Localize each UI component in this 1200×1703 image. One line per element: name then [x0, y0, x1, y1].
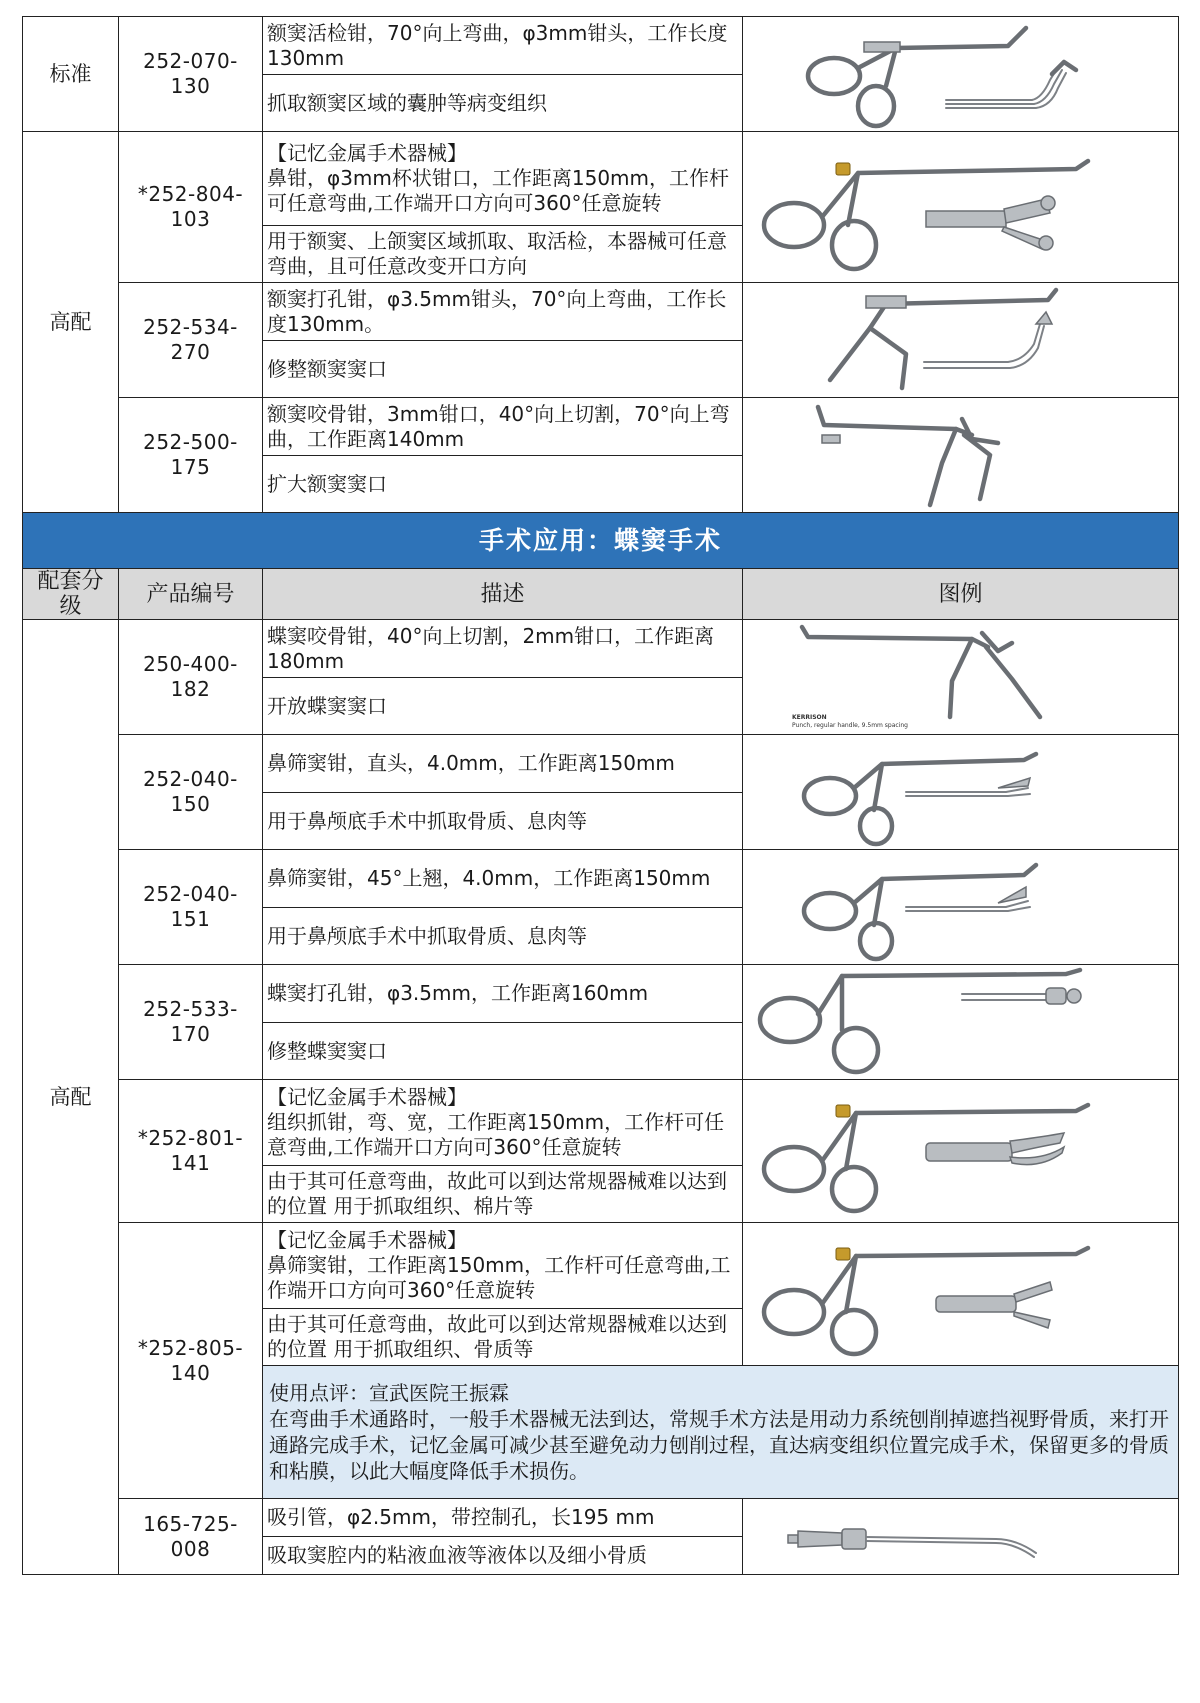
- kerrison-punch-icon: [746, 621, 1176, 733]
- table-row: [23, 1080, 1179, 1166]
- instrument-image: [743, 398, 1179, 513]
- product-code: *252-804-103: [119, 132, 263, 283]
- instrument-image: [743, 965, 1179, 1080]
- punch-forceps-icon: [746, 284, 1176, 396]
- instrument-image: [743, 1080, 1179, 1223]
- table-header: [23, 569, 1179, 620]
- instrument-image: [743, 132, 1179, 283]
- bone-rongeur-icon: [746, 399, 1176, 511]
- product-code: 165-725-008: [119, 1499, 263, 1575]
- product-use: 抓取额窦区域的囊肿等病变组织: [263, 75, 743, 132]
- section-title: 手术应用：蝶窦手术: [23, 513, 1179, 569]
- instrument-image: [743, 1499, 1179, 1575]
- product-code: *252-805-140: [119, 1223, 263, 1499]
- comment-body: 在弯曲手术通路时，一般手术器械无法到达，常规手术方法是用动力系统刨削掉遮挡视野骨质，来打开通路完成手术，记忆金属可减少甚至避免动力刨削过程，直达病变组织位置完成手术，保留更多的骨质和粘膜，以此大幅度降低手术损伤。: [269, 1407, 1169, 1483]
- tier-standard: 标准: [23, 17, 119, 132]
- header-code: 产品编号: [119, 569, 263, 620]
- memory-metal-forceps-icon: [746, 133, 1176, 281]
- image-caption-title: KERRISON: [791, 714, 827, 721]
- header-desc: 描述: [263, 569, 743, 620]
- table-row: [23, 1223, 1179, 1309]
- memory-metal-forceps-icon: [746, 1224, 1176, 1364]
- product-code: 252-040-151: [119, 850, 263, 965]
- table-row: [23, 1499, 1179, 1537]
- table-row: [23, 283, 1179, 341]
- product-use: 由于其可任意弯曲，故此可以到达常规器械难以达到的位置 用于抓取组织、棉片等: [263, 1166, 743, 1223]
- instrument-image: [743, 1223, 1179, 1366]
- product-name: 蝶窦咬骨钳，40°向上切割，2mm钳口，工作距离180mm: [263, 620, 743, 678]
- tier-high: 高配: [23, 620, 119, 1575]
- product-name: 鼻筛窦钳，45°上翘，4.0mm，工作距离150mm: [263, 850, 743, 908]
- usage-comment: [263, 1366, 1179, 1499]
- product-use: 吸取窦腔内的粘液血液等液体以及细小骨质: [263, 1537, 743, 1575]
- header-tier: 配套分级: [23, 569, 119, 620]
- product-name: 额窦活检钳，70°向上弯曲，φ3mm钳头，工作长度130mm: [263, 17, 743, 75]
- instrument-image: [743, 17, 1179, 132]
- product-name: 鼻筛窦钳，直头，4.0mm，工作距离150mm: [263, 735, 743, 793]
- biopsy-forceps-icon: [746, 18, 1176, 130]
- image-caption-sub: Punch, regular handle, 9.5mm spacing: [791, 722, 908, 729]
- product-use: 扩大额窦窦口: [263, 456, 743, 513]
- table-row: [23, 398, 1179, 456]
- product-code: 252-040-150: [119, 735, 263, 850]
- product-use: 由于其可任意弯曲，故此可以到达常规器械难以达到的位置 用于抓取组织、骨质等: [263, 1309, 743, 1366]
- product-code: 252-534-270: [119, 283, 263, 398]
- punch-forceps-icon: [746, 966, 1176, 1078]
- product-code: *252-801-141: [119, 1080, 263, 1223]
- product-code: 250-400-182: [119, 620, 263, 735]
- comment-title: 使用点评：宣武医院王振霖: [269, 1381, 509, 1405]
- product-code: 252-500-175: [119, 398, 263, 513]
- suction-tube-icon: [746, 1501, 1176, 1573]
- instrument-image: [743, 735, 1179, 850]
- header-image: 图例: [743, 569, 1179, 620]
- table-row: [23, 620, 1179, 678]
- product-name: 额窦咬骨钳，3mm钳口，40°向上切割，70°向上弯曲，工作距离140mm: [263, 398, 743, 456]
- table-row: [23, 735, 1179, 793]
- product-code: 252-533-170: [119, 965, 263, 1080]
- tier-high: 高配: [23, 132, 119, 513]
- section-bar: [23, 513, 1179, 569]
- product-use: 用于鼻颅底手术中抓取骨质、息肉等: [263, 908, 743, 965]
- table-row: [23, 17, 1179, 75]
- product-name: 【记忆金属手术器械】 组织抓钳，弯、宽，工作距离150mm，工作杆可任意弯曲,工作端开口方向可360°任意旋转: [263, 1080, 743, 1166]
- product-use: 修整蝶窦窦口: [263, 1023, 743, 1080]
- product-name: 吸引管，φ2.5mm，带控制孔，长195 mm: [263, 1499, 743, 1537]
- instrument-image: [743, 850, 1179, 965]
- product-name: 【记忆金属手术器械】 鼻筛窦钳，工作距离150mm，工作杆可任意弯曲,工作端开口方向可360°任意旋转: [263, 1223, 743, 1309]
- product-name: 额窦打孔钳，φ3.5mm钳头，70°向上弯曲，工作长度130mm。: [263, 283, 743, 341]
- product-use: 修整额窦窦口: [263, 341, 743, 398]
- product-use: 开放蝶窦窦口: [263, 678, 743, 735]
- product-name: 蝶窦打孔钳，φ3.5mm，工作距离160mm: [263, 965, 743, 1023]
- table-row: [23, 850, 1179, 908]
- product-code: 252-070-130: [119, 17, 263, 132]
- instrument-table: [22, 16, 1179, 1575]
- memory-metal-forceps-icon: [746, 1081, 1176, 1221]
- ethmoid-forceps-icon: [746, 851, 1176, 963]
- instrument-image: [743, 620, 1179, 735]
- product-use: 用于鼻颅底手术中抓取骨质、息肉等: [263, 793, 743, 850]
- product-use: 用于额窦、上颌窦区域抓取、取活检，本器械可任意弯曲，且可任意改变开口方向: [263, 226, 743, 283]
- product-name: 【记忆金属手术器械】 鼻钳，φ3mm杯状钳口，工作距离150mm，工作杆可任意弯曲,工作端开口方向可360°任意旋转: [263, 132, 743, 226]
- table-row: [23, 965, 1179, 1023]
- table-row: [23, 132, 1179, 226]
- instrument-image: [743, 283, 1179, 398]
- ethmoid-forceps-icon: [746, 736, 1176, 848]
